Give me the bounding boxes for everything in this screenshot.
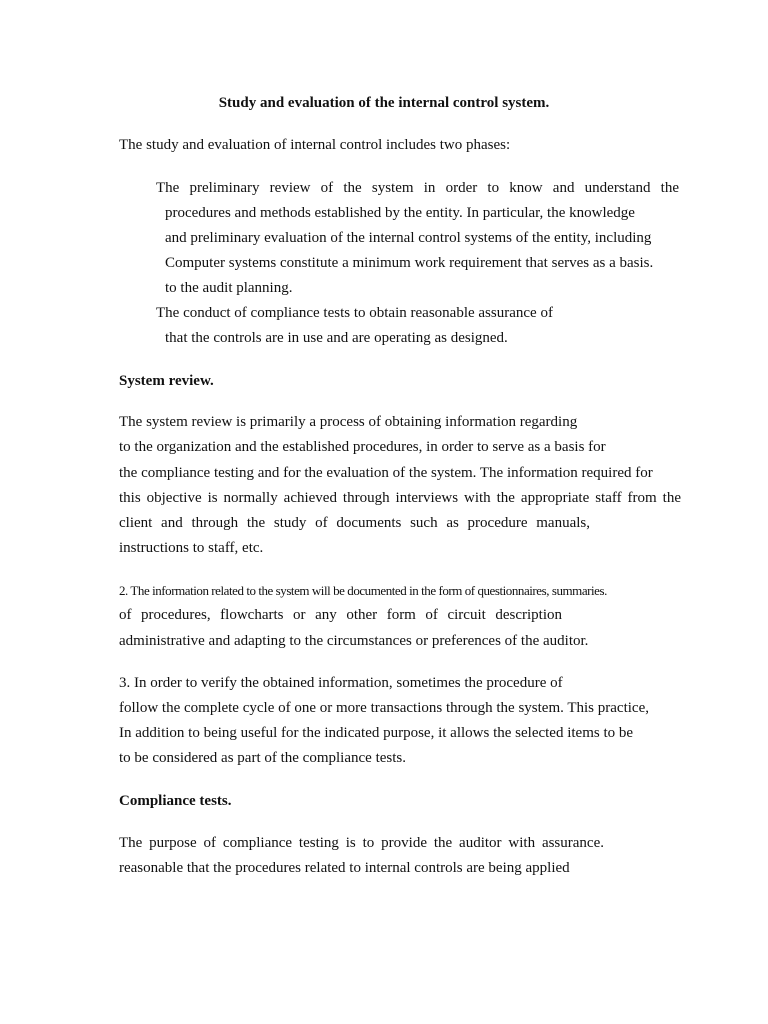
bullet-1-line-5: to the audit planning. (165, 280, 293, 296)
paragraph-line: In addition to being useful for the indicated purpose, it allows the selected items to be (119, 725, 634, 741)
paragraph-line: administrative and adapting to the circumstances or preferences of the auditor. (119, 633, 589, 649)
section-heading-system-review: System review. (119, 373, 214, 389)
paragraph-line: of procedures, flowcharts or any other form of circuit description (119, 607, 562, 623)
paragraph-line: this objective is normally achieved through interviews with the appropriate staff from the (119, 490, 681, 506)
paragraph-line: The system review is primarily a process of obtaining information regarding (119, 414, 578, 430)
bullet-2-line-2: that the controls are in use and are operating as designed. (165, 330, 508, 346)
paragraph-line: the compliance testing and for the evaluation of the system. The information required for (119, 465, 653, 481)
bullet-1-line-4: Computer systems constitute a minimum work requirement that serves as a basis. (165, 255, 654, 271)
section-heading-compliance-tests: Compliance tests. (119, 793, 232, 809)
paragraph-line: follow the complete cycle of one or more transactions through the system. This practice, (119, 700, 649, 716)
paragraph-line: instructions to staff, etc. (119, 540, 264, 556)
intro-paragraph: The study and evaluation of internal control includes two phases: (119, 137, 511, 153)
paragraph-line: 3. In order to verify the obtained information, sometimes the procedure of (119, 675, 563, 691)
paragraph-line: The purpose of compliance testing is to provide the auditor with assurance. (119, 835, 604, 851)
paragraph-line: client and through the study of documents such as procedure manuals, (119, 515, 590, 531)
bullet-1-line-2: procedures and methods established by the entity. In particular, the knowledge (165, 205, 635, 221)
document-title: Study and evaluation of the internal control system. (218, 95, 550, 111)
paragraph-line: 2. The information related to the system will be documented in the form of questionnaires, summaries. (119, 583, 607, 598)
paragraph-line: reasonable that the procedures related to internal controls are being applied (119, 860, 570, 876)
paragraph-line: to the organization and the established procedures, in order to serve as a basis for (119, 439, 606, 455)
bullet-2-line-1: The conduct of compliance tests to obtain reasonable assurance of (156, 305, 553, 321)
bullet-1-line-3: and preliminary evaluation of the internal control systems of the entity, including (165, 230, 652, 246)
paragraph-line: to be considered as part of the compliance tests. (119, 750, 406, 766)
bullet-1-line-1: The preliminary review of the system in order to know and understand the (156, 180, 679, 196)
